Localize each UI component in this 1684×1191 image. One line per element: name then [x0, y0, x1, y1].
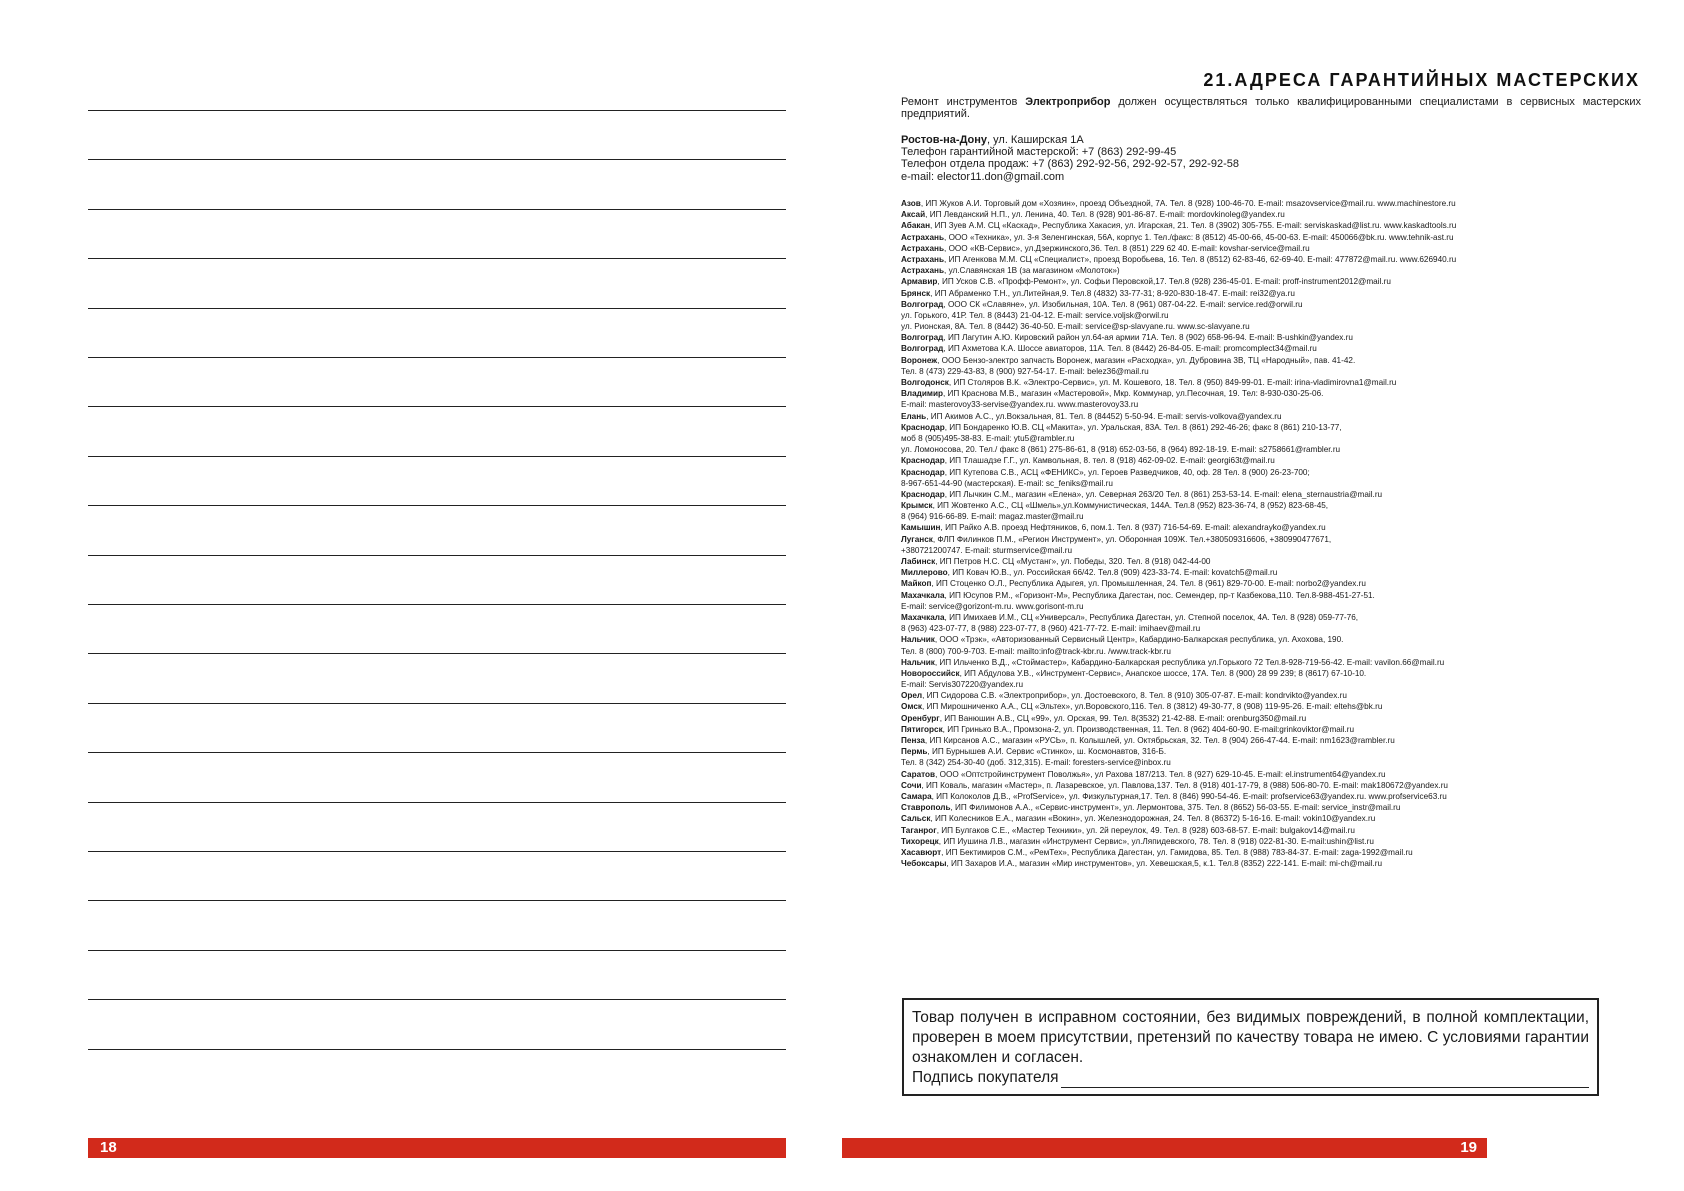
- entry-city: Крымск: [901, 501, 933, 511]
- intro-brand: Электроприбор: [1025, 96, 1111, 108]
- service-center-entry: [901, 601, 1646, 612]
- service-center-entry: [901, 802, 1646, 813]
- service-center-entry: [901, 791, 1646, 802]
- entry-city: Воронеж: [901, 355, 938, 365]
- entry-details: E-mail: masterovoy33-servise@yandex.ru. www.masterovoy33.ru: [901, 400, 1139, 410]
- service-center-entry: [901, 634, 1646, 645]
- entry-city: Сочи: [901, 780, 922, 790]
- entry-details: , ИП Сидорова С.В. «Электроприбор», ул. Достоевского, 8. Тел. 8 (910) 305-07-87. E-mail: kondrvikto@yandex.ru: [922, 691, 1347, 701]
- service-center-entry: [901, 746, 1646, 757]
- entry-city: Астрахань: [901, 266, 945, 276]
- note-line: [88, 308, 786, 309]
- entry-details: 8 (963) 423-07-77, 8 (988) 223-07-77, 8 (960) 421-77-72. E-mail: imihaev@mail.ru: [901, 624, 1201, 634]
- entry-city: Чебоксары: [901, 859, 947, 869]
- note-line: [88, 999, 786, 1000]
- service-center-entry: [901, 388, 1646, 399]
- entry-details: , ИП Жовтенко А.С., СЦ «Шмель»,ул.Коммунистическая, 144А. Тел.8 (952) 823-36-74, 8 (952) 823-68-45,: [932, 501, 1329, 511]
- entry-details: , ИП Захаров И.А., магазин «Мир инструментов», ул. Хевешская,5, к.1. Тел.8 (8352) 222-141. E-mail: mi-ch@mail.ru: [946, 859, 1383, 869]
- entry-details: , ИП Кутепова С.В., АСЦ «ФЕНИКС», ул. Героев Разведчиков, 40, оф. 28 Тел. 8 (900) 26-23-700;: [944, 467, 1310, 477]
- entry-city: Тихорецк: [901, 836, 939, 846]
- service-center-entry: [901, 209, 1646, 220]
- service-center-entry: [901, 567, 1646, 578]
- entry-city: Краснодар: [901, 422, 945, 432]
- service-center-entry: [901, 724, 1646, 735]
- service-center-entry: [901, 411, 1646, 422]
- entry-city: Лабинск: [901, 557, 936, 566]
- service-center-entry: [901, 646, 1646, 657]
- entry-details: , ИП Тлашадзе Г.Г., ул. Камвольная, 8. тел. 8 (918) 462-09-02. E-mail: georgi63t@mail.ru: [944, 456, 1275, 466]
- service-center-entry: [901, 299, 1646, 310]
- entry-details: , ИП Агенкова М.М. СЦ «Специалист», проезд Воробьева, 16. Тел. 8 (8512) 62-83-46, 62-69-40. E-mail: 477872@mail.ru. www.626940.ru: [944, 254, 1457, 264]
- note-line: [88, 209, 786, 210]
- service-center-entry: [901, 713, 1646, 724]
- entry-details: , ул.Славянская 1В (за магазином «Молоток»): [944, 266, 1120, 276]
- service-center-entry: [901, 310, 1646, 321]
- main-phone-service: Телефон гарантийной мастерской: +7 (863) 292-99-45: [901, 146, 1177, 159]
- entry-details: , ИП Бектимиров С.М., «РемТех», Республика Дагестан, ул. Гамидова, 85. Тел. 8 (988) 783-84-37. E-mail: zaga-1992@mail.ru: [941, 847, 1413, 857]
- entry-details: , ИП Кирсанов А.С., магазин «РУСЬ», п. Колышлей, ул. Октябрьская, 32. Тел. 8 (904) 266-47-44. E-mail: nm1623@rambler.ru: [924, 736, 1395, 745]
- entry-details: , ИП Колоколов Д.В., «ProfService», ул. Физкультурная,17. Тел. 8 (846) 990-54-46. E-mail: profservice63@yandex.ru. www.profservice63.ru: [931, 791, 1447, 801]
- entry-details: , ИП Петров Н.С. СЦ «Мустанг», ул. Победы, 320. Тел. 8 (918) 042-44-00: [935, 557, 1211, 566]
- service-center-entry: [901, 399, 1646, 410]
- service-center-entry: [901, 757, 1646, 768]
- service-center-entry: [901, 847, 1646, 858]
- service-center-entry: [901, 657, 1646, 668]
- entry-details: , ООО «Техника», ул. 3-я Зеленгинская, 56А, корпус 1. Тел./факс: 8 (8512) 45-00-66, 45-00-63. E-mail: 450066@bk.ru. www.tehnik-ast.ru: [944, 232, 1454, 242]
- note-line: [88, 752, 786, 753]
- service-centers-list: [901, 198, 1646, 869]
- entry-details: , ИП Акимов А.С., ул.Вокзальная, 81. Тел. 8 (84452) 5-50-94. E-mail: servis-volkova@yandex.ru: [926, 411, 1282, 421]
- note-line: [88, 703, 786, 704]
- entry-city: Луганск: [901, 534, 933, 544]
- service-center-entry: [901, 668, 1646, 679]
- note-line: [88, 456, 786, 457]
- service-center-entry: [901, 455, 1646, 466]
- entry-city: Азов: [901, 199, 921, 208]
- entry-details: , ИП Мирошниченко А.А., СЦ «Эльтех», ул.Воровского,116. Тел. 8 (3812) 49-30-77, 8 (908) 119-95-26. E-mail: eltehs@bk.ru: [921, 702, 1383, 712]
- footer-bar-left: [88, 1138, 786, 1158]
- main-service-center: [901, 134, 1641, 183]
- service-center-entry: [901, 780, 1646, 791]
- entry-city: Астрахань: [901, 254, 945, 264]
- page-number-left: 18: [100, 1139, 117, 1156]
- entry-details: , ИП Иушина Л.В., магазин «Инструмент Сервис», ул.Ляпидевского, 78. Тел. 8 (918) 022-81-30. E-mail:ushin@list.ru: [938, 836, 1374, 846]
- note-line: [88, 900, 786, 901]
- entry-city: Самара: [901, 791, 932, 801]
- service-center-entry: [901, 355, 1646, 366]
- entry-city: Краснодар: [901, 489, 945, 499]
- entry-details: , ИП Ильченко В.Д., «Стоймастер», Кабардино-Балкарская республика ул.Горького 72 Тел.8-928-719-56-42. E-mail: vavilon.66@mail.ru: [934, 657, 1445, 667]
- note-line: [88, 950, 786, 951]
- entry-details: , ИП Коваль, магазин «Мастер», п. Лазаревское, ул. Павлова,137. Тел. 8 (918) 401-17-79, 8 (988) 506-80-70. E-mail: mak180672@yandex.ru: [921, 780, 1448, 790]
- entry-details: ул. Ломоносова, 20. Тел./ факс 8 (861) 275-86-61, 8 (918) 652-03-56, 8 (964) 892-18-19. E-mail: s2758661@rambler.ru: [901, 445, 1341, 455]
- entry-details: +380721200747. E-mail: sturmservice@mail.ru: [901, 545, 1073, 555]
- entry-details: Тел. 8 (342) 254-30-40 (доб. 312,315). E-mail: foresters-service@inbox.ru: [901, 758, 1171, 768]
- service-center-entry: [901, 489, 1646, 500]
- service-center-entry: [901, 545, 1646, 556]
- entry-city: Волгоград: [901, 333, 944, 343]
- intro-after: должен осуществляться только квалифицированными специалистами в сервисных мастерских предприятий.: [901, 96, 1642, 120]
- entry-details: , ИП Ванюшин А.В., СЦ «99», ул. Орская, 99. Тел. 8(3532) 21-42-88. E-mail: orenburg350@mail.ru: [939, 713, 1307, 723]
- entry-city: Оренбург: [901, 713, 940, 723]
- entry-city: Волгоград: [901, 299, 944, 309]
- entry-details: , ИП Абраменко Т.Н., ул.Литейная,9. Тел.8 (4832) 33-77-31; 8-920-830-18-47. E-mail: rei32@ya.ru: [930, 288, 1295, 298]
- entry-details: , ИП Усков С.В. «Профф-Ремонт», ул. Софьи Перовской,17. Тел.8 (928) 236-45-01. E-mail: proff-instrument2012@mail.ru: [937, 277, 1391, 287]
- entry-details: , ИП Абдулова У.В., «Инструмент-Сервис», Анапское шоссе, 17А. Тел. 8 (900) 28 99 239; 8 (8617) 67-10-10.: [959, 668, 1367, 678]
- service-center-entry: [901, 220, 1646, 231]
- entry-city: Сальск: [901, 814, 931, 824]
- entry-details: , ООО «КВ-Сервис», ул.Дзержинского,36. Тел. 8 (851) 229 62 40. E-mail: kovshar-service@mail.ru: [944, 243, 1310, 253]
- service-center-entry: [901, 858, 1646, 869]
- entry-details: , ООО «Оптстройинструмент Поволжья», ул Рахова 187/213. Тел. 8 (927) 629-10-45. E-mail: el.instrument64@yandex.ru: [935, 769, 1386, 779]
- entry-city: Камышин: [901, 523, 941, 533]
- service-center-entry: [901, 701, 1646, 712]
- entry-city: Махачкала: [901, 590, 945, 600]
- service-center-entry: [901, 623, 1646, 634]
- service-center-entry: [901, 276, 1646, 287]
- entry-details: , ИП Жуков А.И. Торговый дом «Хозяин», проезд Объездной, 7А. Тел. 8 (928) 100-46-70. E-mail: msazovservice@mail.ru. www.machinestore.ru: [920, 199, 1456, 208]
- intro-paragraph: [901, 96, 1641, 120]
- footer-bar-right: [842, 1138, 1487, 1158]
- service-center-entry: [901, 679, 1646, 690]
- entry-details: , ФЛП Филинков П.М., «Регион Инструмент», ул. Оборонная 109Ж. Тел.+380509316606, +380990477671,: [932, 534, 1332, 544]
- receipt-text: Товар получен в исправном состоянии, без видимых повреждений, в полной комплектации, проверен в моем присутствии, претензий по качеству товара не имею. С условиями гарантии ознакомлен и согласен.: [912, 1009, 1589, 1066]
- service-center-entry: [901, 578, 1646, 589]
- entry-details: ул. Горького, 41Р. Тел. 8 (8443) 21-04-12. E-mail: service.voljsk@orwil.ru: [901, 310, 1169, 320]
- entry-details: 8-967-651-44-90 (мастерская). E-mail: sc_feniks@mail.ru: [901, 478, 1113, 488]
- entry-details: , ИП Имихаев И.М., СЦ «Универсал», Республика Дагестан, ул. Степной поселок, 4А. Тел. 8 (928) 059-77-76,: [944, 612, 1359, 622]
- entry-details: , ИП Райко А.В. проезд Нефтяников, 6, пом.1. Тел. 8 (937) 716-54-69. E-mail: alexandrayko@yandex.ru: [940, 523, 1326, 533]
- service-center-entry: [901, 735, 1646, 746]
- entry-details: , ИП Булгаков С.Е., «Мастер Техники», ул. 2й переулок, 49. Тел. 8 (928) 603-68-57. E-mail: bulgakov14@mail.ru: [936, 825, 1355, 835]
- entry-details: , ИП Юсупов Р.М., «Горизонт-М», Республика Дагестан, пос. Семендер, пр-т Казбекова,110. Тел.8-988-451-27-51.: [944, 590, 1375, 600]
- entry-city: Ставрополь: [901, 803, 951, 813]
- entry-details: , ИП Лычкин С.М., магазин «Елена», ул. Северная 263/20 Тел. 8 (861) 253-53-14. E-mail: elena_sternaustria@mail.ru: [944, 489, 1383, 499]
- entry-details: , ИП Ахметова К.А. Шоссе авиаторов, 11А. Тел. 8 (8442) 26-84-05. E-mail: promcomplect34@mail.ru: [943, 344, 1317, 354]
- entry-city: Новороссийск: [901, 668, 960, 678]
- entry-details: E-mail: service@gorizont-m.ru. www.gorisont-m.ru: [901, 601, 1084, 611]
- signature-label: Подпись покупателя: [912, 1069, 1059, 1086]
- entry-city: Пермь: [901, 747, 928, 757]
- entry-details: , ИП Стоценко О.Л., Республика Адыгея, ул. Промышленная, 24. Тел. 8 (961) 829-70-00. E-mail: norbo2@yandex.ru: [931, 579, 1366, 589]
- service-center-entry: [901, 254, 1646, 265]
- entry-city: Махачкала: [901, 612, 945, 622]
- service-center-entry: [901, 500, 1646, 511]
- entry-city: Аксай: [901, 210, 926, 220]
- signature-line[interactable]: [1061, 1071, 1589, 1088]
- entry-city: Омск: [901, 702, 922, 712]
- entry-city: Пятигорск: [901, 724, 943, 734]
- entry-details: , ИП Бондаренко Ю.В. СЦ «Макита», ул. Уральская, 83А. Тел. 8 (861) 292-46-26; факс 8 (861) 210-13-77,: [944, 422, 1342, 432]
- service-center-entry: [901, 813, 1646, 824]
- note-line: [88, 851, 786, 852]
- service-center-entry: [901, 612, 1646, 623]
- service-center-entry: [901, 243, 1646, 254]
- entry-city: Краснодар: [901, 456, 945, 466]
- service-center-entry: [901, 332, 1646, 343]
- entry-city: Миллерово: [901, 568, 948, 578]
- receipt-box: [902, 998, 1599, 1096]
- entry-city: Хасавюрт: [901, 847, 942, 857]
- service-center-entry: [901, 232, 1646, 243]
- note-line: [88, 505, 786, 506]
- entry-city: Краснодар: [901, 467, 945, 477]
- right-page: [842, 0, 1684, 1191]
- note-line: [88, 159, 786, 160]
- note-line: [88, 604, 786, 605]
- entry-city: Астрахань: [901, 232, 945, 242]
- entry-city: Орел: [901, 691, 923, 701]
- signature-row: [912, 1068, 1589, 1088]
- entry-city: Саратов: [901, 769, 936, 779]
- note-line: [88, 406, 786, 407]
- entry-city: Армавир: [901, 277, 938, 287]
- entry-city: Нальчик: [901, 635, 935, 645]
- entry-details: , ИП Лагутин А.Ю. Кировский район ул.64-ая армии 71А. Тел. 8 (902) 658-96-94. E-mail: B-ushkin@yandex.ru: [943, 333, 1353, 343]
- entry-details: , ИП Колесников Е.А., магазин «Вокин», ул. Железнодорожная, 24. Тел. 8 (86372) 5-16-16. E-mail: vokin10@yandex.ru: [930, 814, 1376, 824]
- service-center-entry: [901, 825, 1646, 836]
- service-center-entry: [901, 377, 1646, 388]
- service-center-entry: [901, 366, 1646, 377]
- entry-city: Астрахань: [901, 243, 945, 253]
- entry-city: Елань: [901, 411, 927, 421]
- service-center-entry: [901, 836, 1646, 847]
- service-center-entry: [901, 467, 1646, 478]
- entry-details: Тел. 8 (800) 700-9-703. E-mail: mailto:info@track-kbr.ru. /www.track-kbr.ru: [901, 646, 1171, 656]
- service-center-entry: [901, 590, 1646, 601]
- entry-details: , ИП Гринько В.А., Промзона-2, ул. Производственная, 11. Тел. 8 (962) 404-60-90. E-mail:grinkoviktor@mail.ru: [942, 724, 1355, 734]
- entry-city: Волгоград: [901, 344, 944, 354]
- entry-details: E-mail: Servis307220@yandex.ru: [901, 680, 1024, 690]
- entry-city: Майкоп: [901, 579, 932, 589]
- note-line: [88, 1049, 786, 1050]
- note-line: [88, 110, 786, 111]
- entry-city: Волгодонск: [901, 378, 949, 387]
- intro-before: Ремонт инструментов: [901, 96, 1026, 108]
- note-line: [88, 802, 786, 803]
- note-line: [88, 357, 786, 358]
- entry-city: Пенза: [901, 736, 925, 745]
- main-email: e-mail: elector11.don@gmail.com: [901, 170, 1065, 183]
- entry-details: , ИП Бурнышев А.И. Сервис «Стинко», ш. Космонавтов, 316-Б.: [927, 747, 1167, 757]
- entry-details: , ООО Бензо-электро запчасть Воронеж, магазин «Расходка», ул. Дубровина 3В, ТЦ «Народный», пав. 41-42.: [937, 355, 1356, 365]
- note-line: [88, 653, 786, 654]
- entry-details: Тел. 8 (473) 229-43-83, 8 (900) 927-54-17. E-mail: belez36@mail.ru: [901, 366, 1149, 376]
- service-center-entry: [901, 343, 1646, 354]
- service-center-entry: [901, 321, 1646, 332]
- main-city: Ростов-на-Дону: [901, 134, 988, 146]
- entry-details: , ИП Краснова М.В., магазин «Мастеровой», Мкр. Коммунар, ул.Песочная, 19. Тел: 8-930-030-25-06.: [943, 389, 1324, 399]
- entry-city: Абакан: [901, 221, 931, 231]
- entry-details: ул. Рионская, 8А. Тел. 8 (8442) 36-40-50. E-mail: service@sp-slavyane.ru. www.sc-slavyane.ru: [901, 322, 1250, 332]
- page-title: 21.АДРЕСА ГАРАНТИЙНЫХ МАСТЕРСКИХ: [1203, 70, 1640, 90]
- service-center-entry: [901, 534, 1646, 545]
- note-line: [88, 258, 786, 259]
- service-center-entry: [901, 511, 1646, 522]
- service-center-entry: [901, 769, 1646, 780]
- entry-city: Нальчик: [901, 657, 935, 667]
- entry-details: , ИП Левданский Н.П., ул. Ленина, 40. Тел. 8 (928) 901-86-87. E-mail: mordovkinoleg@yandex.ru: [925, 210, 1285, 220]
- service-center-entry: [901, 478, 1646, 489]
- page-number-right: 19: [1460, 1139, 1477, 1156]
- entry-details: 8 (964) 916-66-89. E-mail: magaz.master@mail.ru: [901, 512, 1084, 522]
- service-center-entry: [901, 288, 1646, 299]
- entry-details: , ИП Ковач Ю.В., ул. Российская 66/42. Тел.8 (909) 423-33-74. E-mail: kovatch5@mail.ru: [947, 568, 1278, 578]
- main-address: , ул. Каширская 1А: [987, 134, 1084, 146]
- service-center-entry: [901, 198, 1646, 209]
- entry-details: , ИП Столяров В.К. «Электро-Сервис», ул. М. Кошевого, 18. Тел. 8 (950) 849-99-01. E-mail: irina-vladimirovna1@mail.ru: [948, 378, 1397, 387]
- service-center-entry: [901, 522, 1646, 533]
- entry-city: Таганрог: [901, 825, 937, 835]
- entry-details: , ИП Филимонов А.А., «Сервис-инструмент», ул. Лермонтова, 375. Тел. 8 (8652) 56-03-55. E-mail: service_instr@mail.ru: [950, 803, 1401, 813]
- entry-details: , ООО СК «Славяне», ул. Изобильная, 10А. Тел. 8 (961) 087-04-22. E-mail: service.red@orwil.ru: [943, 299, 1303, 309]
- service-center-entry: [901, 265, 1646, 276]
- service-center-entry: [901, 433, 1646, 444]
- entry-details: , ООО «Трэк», «Авторизованный Сервисный Центр», Кабардино-Балкарская республика, ул. Ахохова, 190.: [934, 635, 1344, 645]
- service-center-entry: [901, 444, 1646, 455]
- entry-details: моб 8 (905)495-38-83. E-mail: ytu5@rambler.ru: [901, 433, 1075, 443]
- service-center-entry: [901, 690, 1646, 701]
- main-phone-sales: Телефон отдела продаж: +7 (863) 292-92-56, 292-92-57, 292-92-58: [901, 158, 1239, 171]
- service-center-entry: [901, 422, 1646, 433]
- entry-city: Брянск: [901, 288, 931, 298]
- note-line: [88, 555, 786, 556]
- service-center-entry: [901, 556, 1646, 567]
- entry-city: Владимир: [901, 389, 943, 399]
- entry-details: , ИП Зуев А.М. СЦ «Каскад», Республика Хакасия, ул. Игарская, 21. Тел. 8 (3902) 305-755. E-mail: serviskaskad@list.ru. www.kaskadtools.ru: [930, 221, 1457, 231]
